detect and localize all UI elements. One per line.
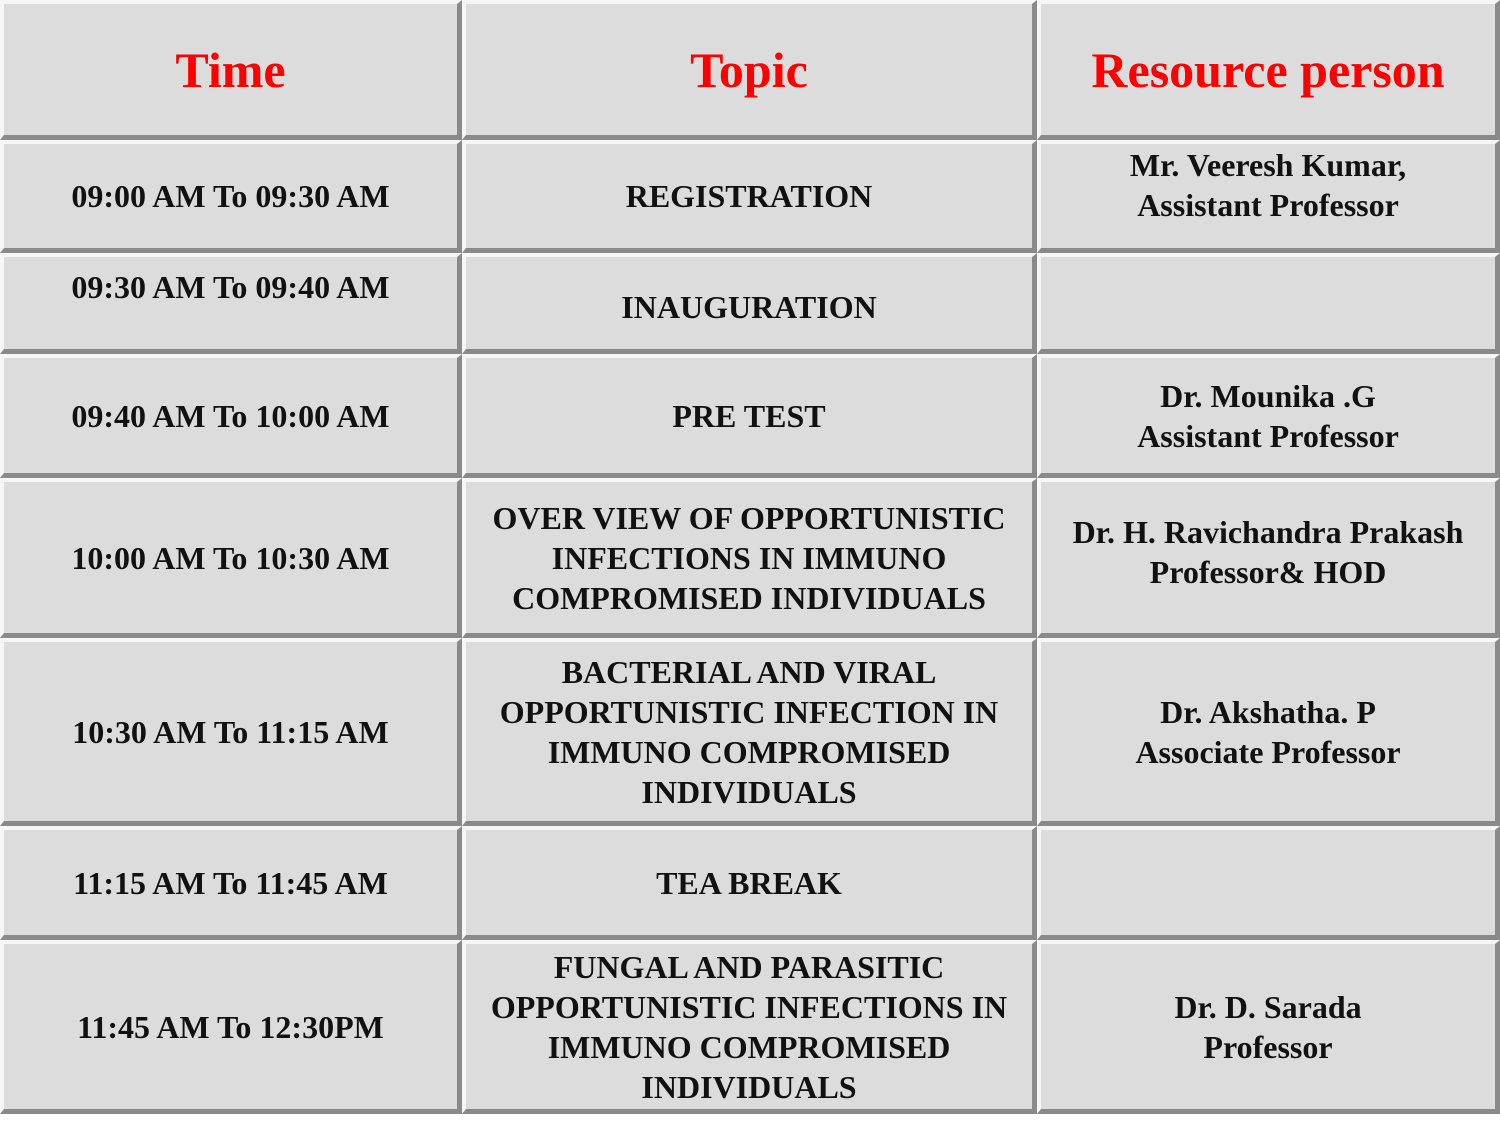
topic-text: TEA BREAK	[656, 864, 842, 901]
person-name: Dr. D. Sarada	[1174, 988, 1362, 1025]
topic-line: OPPORTUNISTIC INFECTION IN	[499, 693, 999, 730]
topic-cell	[462, 140, 1037, 253]
header-resource-person-label: Resource person	[1091, 41, 1445, 98]
resource-person-cell	[1037, 253, 1500, 354]
topic-cell	[462, 826, 1037, 940]
person-name: Dr. H. Ravichandra Prakash	[1072, 513, 1464, 550]
time-text: 09:00 AM To 09:30 AM	[71, 178, 390, 214]
topic-line: COMPROMISED INDIVIDUALS	[512, 579, 986, 616]
topic-cell	[462, 478, 1037, 638]
time-text: 09:40 AM To 10:00 AM	[71, 397, 390, 434]
header-time-label: Time	[175, 41, 286, 98]
topic-line: OVER VIEW OF OPPORTUNISTIC	[492, 499, 1006, 536]
topic-line: OPPORTUNISTIC INFECTIONS IN	[490, 988, 1008, 1025]
time-cell	[0, 478, 462, 638]
topic-line: IMMUNO COMPROMISED	[547, 1028, 951, 1065]
topic-line: INDIVIDUALS	[641, 1068, 857, 1105]
header-topic	[462, 0, 1037, 140]
topic-cell	[462, 354, 1037, 478]
topic-cell	[462, 253, 1037, 354]
resource-person-cell	[1037, 478, 1500, 638]
topic-line: FUNGAL AND PARASITIC	[553, 948, 945, 985]
person-title: Associate Professor	[1135, 733, 1401, 770]
topic-cell	[462, 940, 1037, 1114]
topic-text: PRE TEST	[672, 397, 826, 434]
resource-person-cell	[1037, 140, 1500, 253]
time-cell	[0, 638, 462, 826]
time-cell	[0, 940, 462, 1114]
person-name: Mr. Veeresh Kumar,	[1129, 147, 1407, 183]
time-cell	[0, 253, 462, 354]
resource-person-cell	[1037, 826, 1500, 940]
time-text: 09:30 AM To 09:40 AM	[71, 269, 390, 305]
time-text: 10:00 AM To 10:30 AM	[71, 539, 390, 576]
person-title: Professor	[1203, 1028, 1333, 1065]
header-time	[0, 0, 462, 140]
topic-cell	[462, 638, 1037, 826]
time-cell	[0, 140, 462, 253]
topic-text: INAUGURATION	[621, 289, 877, 325]
person-title: Professor& HOD	[1149, 553, 1387, 590]
time-cell	[0, 826, 462, 940]
time-text: 10:30 AM To 11:15 AM	[72, 713, 389, 750]
time-text: 11:45 AM To 12:30PM	[77, 1008, 384, 1045]
topic-text: REGISTRATION	[625, 178, 873, 214]
header-topic-label: Topic	[690, 41, 808, 98]
topic-line: BACTERIAL AND VIRAL	[561, 653, 937, 690]
time-cell	[0, 354, 462, 478]
person-title: Assistant Professor	[1137, 417, 1399, 454]
topic-line: INDIVIDUALS	[641, 773, 857, 810]
person-name: Dr. Mounika .G	[1160, 377, 1376, 414]
topic-line: IMMUNO COMPROMISED	[547, 733, 951, 770]
resource-person-cell	[1037, 638, 1500, 826]
resource-person-cell	[1037, 354, 1500, 478]
header-resource-person	[1037, 0, 1500, 140]
time-text: 11:15 AM To 11:45 AM	[73, 864, 388, 901]
person-name: Dr. Akshatha. P	[1160, 693, 1376, 730]
person-title: Assistant Professor	[1137, 187, 1399, 223]
resource-person-cell	[1037, 940, 1500, 1114]
topic-line: INFECTIONS IN IMMUNO	[551, 539, 947, 576]
